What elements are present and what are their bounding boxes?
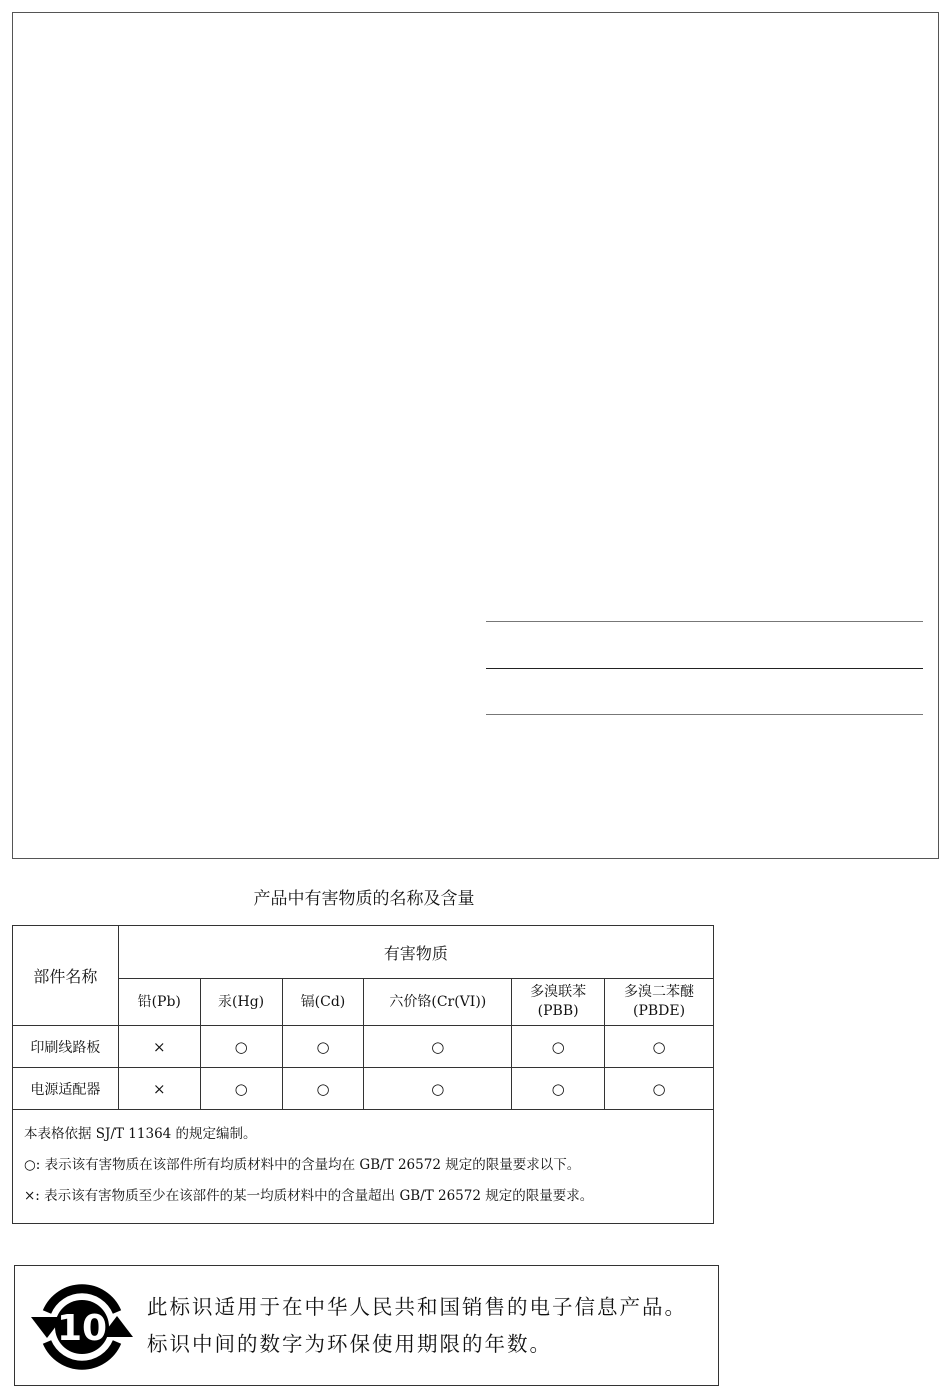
value-cell: ○ bbox=[512, 1068, 605, 1110]
value-cell: ○ bbox=[282, 1026, 364, 1068]
blank-label-area bbox=[12, 12, 939, 859]
hazardous-substance-header: 有害物质 bbox=[118, 926, 713, 979]
table-row bbox=[13, 1068, 714, 1110]
table-notes bbox=[13, 1110, 714, 1224]
value-cell: ○ bbox=[512, 1026, 605, 1068]
epup-text-line1: 此标识适用于在中华人民共和国销售的电子信息产品。 bbox=[147, 1295, 687, 1319]
note-cross-legend: ×: 表示该有害物质至少在该部件的某一均质材料中的含量超出 GB/T 26572 规定的限量要求。 bbox=[24, 1188, 594, 1204]
part-name-cell: 电源适配器 bbox=[13, 1068, 119, 1110]
value-cell: ○ bbox=[364, 1068, 512, 1110]
epup-recycle-icon bbox=[29, 1282, 135, 1372]
substance-header: 铅(Pb) bbox=[118, 979, 200, 1026]
epup-number: 10 bbox=[56, 1308, 108, 1349]
substance-header: 汞(Hg) bbox=[200, 979, 282, 1026]
value-cell: × bbox=[118, 1026, 200, 1068]
substance-header: 多溴联苯 (PBB) bbox=[512, 979, 605, 1026]
substance-header: 多溴二苯醚 (PBDE) bbox=[605, 979, 714, 1026]
signature-line-3 bbox=[486, 714, 923, 715]
note-circle-legend: ○: 表示该有害物质在该部件所有均质材料中的含量均在 GB/T 26572 规定的限量要求以下。 bbox=[24, 1157, 581, 1173]
epup-notice-box bbox=[14, 1265, 719, 1386]
substance-header: 镉(Cd) bbox=[282, 979, 364, 1026]
hazardous-substance-table bbox=[12, 925, 714, 1224]
substance-header: 六价铬(Cr(VI)) bbox=[364, 979, 512, 1026]
table-title: 产品中有害物质的名称及含量 bbox=[253, 889, 475, 909]
value-cell: ○ bbox=[605, 1068, 714, 1110]
value-cell: ○ bbox=[282, 1068, 364, 1110]
value-cell: ○ bbox=[200, 1026, 282, 1068]
signature-line-1 bbox=[486, 621, 923, 622]
epup-text-line2: 标识中间的数字为环保使用期限的年数。 bbox=[147, 1332, 552, 1356]
value-cell: ○ bbox=[605, 1026, 714, 1068]
part-name-header: 部件名称 bbox=[13, 926, 119, 1026]
value-cell: ○ bbox=[200, 1068, 282, 1110]
value-cell: × bbox=[118, 1068, 200, 1110]
signature-line-2 bbox=[486, 668, 923, 669]
table-row bbox=[13, 1026, 714, 1068]
part-name-cell: 印刷线路板 bbox=[13, 1026, 119, 1068]
value-cell: ○ bbox=[364, 1026, 512, 1068]
note-standard: 本表格依据 SJ/T 11364 的规定编制。 bbox=[24, 1126, 257, 1142]
